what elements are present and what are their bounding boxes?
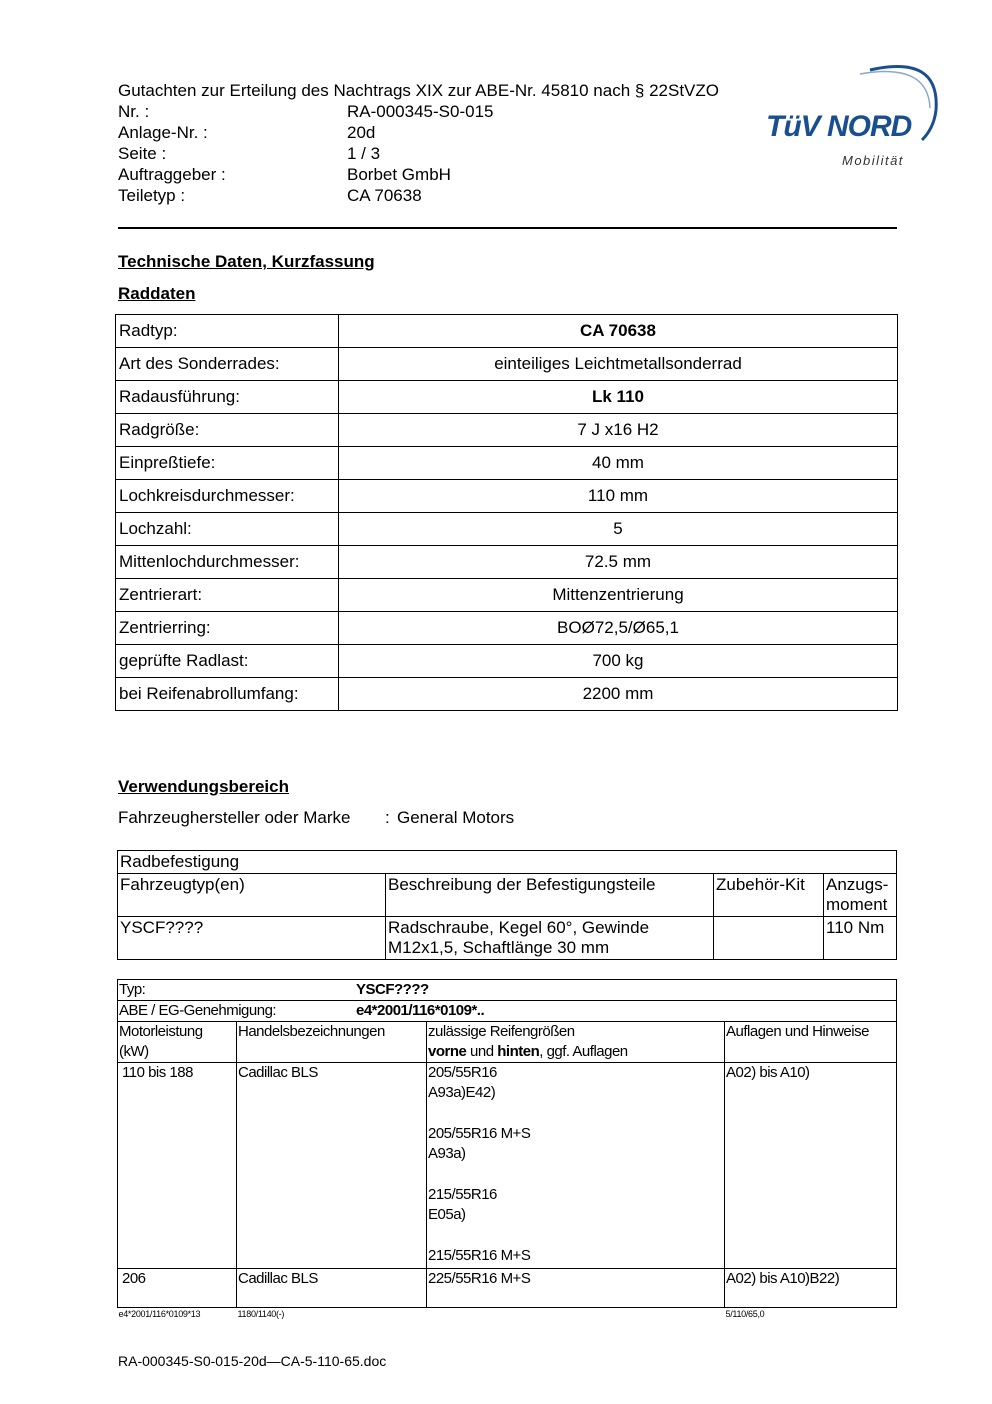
table-row — [116, 447, 898, 480]
header-label: Auftraggeber : — [118, 165, 226, 184]
table-row — [116, 678, 898, 711]
table-row — [116, 579, 898, 612]
table-row — [118, 874, 897, 917]
cell-auflagen: A02) bis A10)B22) — [725, 1269, 897, 1308]
table-row — [116, 612, 898, 645]
section-verwendungsbereich: Verwendungsbereich — [118, 777, 289, 796]
document-header — [118, 80, 719, 206]
cell-line: Radschraube, Kegel 60°, Gewinde — [388, 918, 650, 937]
row-label: Lochzahl: — [116, 513, 339, 546]
row-label: Einpreßtiefe: — [116, 447, 339, 480]
cell-handel: Cadillac BLS — [237, 1269, 427, 1308]
row-value: einteiliges Leichtmetallsonderrad — [339, 348, 898, 381]
row-label: bei Reifenabrollumfang: — [116, 678, 339, 711]
footnote-empty — [427, 1308, 725, 1321]
abe-row — [118, 1001, 897, 1022]
manufacturer-line — [118, 808, 514, 828]
typ-label: Typ: — [119, 981, 146, 998]
row-value: 2200 mm — [339, 678, 898, 711]
header-hinten: hinten — [497, 1043, 540, 1060]
table-row — [116, 315, 898, 348]
table-row — [116, 381, 898, 414]
header-line: zulässige Reifengrößen — [428, 1023, 575, 1040]
header-value: RA-000345-S0-015 — [347, 102, 494, 121]
tyre-line: 205/55R16 — [428, 1064, 497, 1081]
section-technische-daten: Technische Daten, Kurzfassung — [118, 252, 375, 271]
cell-line: M12x1,5, Schaftlänge 30 mm — [388, 938, 610, 957]
cell-kit — [714, 917, 824, 960]
column-header: Beschreibung der Befestigungsteile — [386, 874, 714, 917]
footnote-weight: 1180/1140(-) — [237, 1309, 285, 1319]
row-value: CA 70638 — [339, 315, 898, 348]
cell-leistung: 110 bis 188 — [118, 1063, 237, 1269]
row-label: Lochkreisdurchmesser: — [116, 480, 339, 513]
header-line — [428, 1042, 723, 1062]
section-raddaten: Raddaten — [118, 284, 196, 303]
header-value: Borbet GmbH — [347, 165, 451, 184]
header-row-seite — [118, 143, 719, 164]
tyre-line: A93a) — [428, 1145, 466, 1162]
logo-brand: TüV NORD — [766, 110, 912, 143]
cell-beschreibung — [386, 917, 714, 960]
header-line: moment — [826, 895, 888, 914]
row-value: 110 mm — [339, 480, 898, 513]
table-row — [116, 348, 898, 381]
manufacturer-separator: : — [385, 808, 390, 827]
cell-handel: Cadillac BLS — [237, 1063, 427, 1269]
table-row — [118, 851, 897, 874]
abe-value: e4*2001/116*0109*.. — [356, 1002, 485, 1019]
footnote-approval: e4*2001/116*0109*13 — [118, 1309, 201, 1319]
table-row — [118, 1063, 897, 1269]
header-rest: , ggf. Auflagen — [539, 1043, 628, 1060]
table-row — [118, 1001, 897, 1022]
manufacturer-label: Fahrzeughersteller oder Marke — [118, 808, 351, 827]
logo-subtitle: Mobilität — [842, 153, 904, 168]
footnote-wheel: 5/110/65,0 — [725, 1309, 765, 1319]
header-row-anlage — [118, 122, 719, 143]
manufacturer-value: General Motors — [397, 808, 515, 827]
table-row — [116, 480, 898, 513]
header-vorne: vorne — [428, 1043, 467, 1060]
table-row — [116, 513, 898, 546]
cell-reifen — [427, 1063, 725, 1269]
header-row-nr — [118, 101, 719, 122]
header-divider — [118, 227, 897, 229]
header-row-auftraggeber — [118, 164, 719, 185]
row-label: Radausführung: — [116, 381, 339, 414]
table-row — [116, 414, 898, 447]
cell-auflagen: A02) bis A10) — [725, 1063, 897, 1269]
row-value: 5 — [339, 513, 898, 546]
row-value: Mittenzentrierung — [339, 579, 898, 612]
column-header-leistung — [118, 1022, 237, 1063]
tyre-line — [428, 1164, 723, 1185]
column-header-anzugsmoment — [824, 874, 897, 917]
document-footer: RA-000345-S0-015-20d—CA-5-110-65.doc — [118, 1353, 387, 1369]
row-label: Zentrierring: — [116, 612, 339, 645]
row-label: Art des Sonderrades: — [116, 348, 339, 381]
table-row — [118, 1022, 897, 1063]
header-line: Motorleistung — [119, 1023, 203, 1040]
table-row — [118, 1269, 897, 1308]
table-row — [118, 917, 897, 960]
tyre-line: 215/55R16 M+S — [428, 1247, 531, 1264]
cell-fahrzeugtyp: YSCF???? — [118, 917, 386, 960]
typ-value: YSCF???? — [356, 981, 429, 998]
tyre-line: E05a) — [428, 1206, 466, 1223]
row-value: 700 kg — [339, 645, 898, 678]
column-header: Fahrzeugtyp(en) — [118, 874, 386, 917]
abe-label: ABE / EG-Genehmigung: — [119, 1002, 277, 1019]
header-value: 20d — [347, 123, 376, 142]
row-value: Lk 110 — [339, 381, 898, 414]
tyre-line — [428, 1225, 723, 1246]
row-value: 7 J x16 H2 — [339, 414, 898, 447]
table-row — [116, 645, 898, 678]
header-label: Teiletyp : — [118, 186, 186, 205]
typ-row — [118, 980, 897, 1001]
typ-table — [117, 979, 897, 1320]
row-value: BOØ72,5/Ø65,1 — [339, 612, 898, 645]
column-header-auflagen: Auflagen und Hinweise — [725, 1022, 897, 1063]
radbefestigung-table — [117, 850, 897, 960]
tyre-line: A93a)E42) — [428, 1084, 496, 1101]
header-label: Nr. : — [118, 102, 150, 121]
row-label: Mittenlochdurchmesser: — [116, 546, 339, 579]
header-row-teiletyp — [118, 185, 719, 206]
row-label: Radgröße: — [116, 414, 339, 447]
table-row — [116, 546, 898, 579]
header-title: Gutachten zur Erteilung des Nachtrags XIX zur ABE-Nr. 45810 nach § 22StVZO — [118, 81, 719, 100]
row-label: geprüfte Radlast: — [116, 645, 339, 678]
header-label: Seite : — [118, 144, 167, 163]
tuv-nord-logo — [760, 58, 940, 173]
header-label: Anlage-Nr. : — [118, 123, 208, 142]
tyre-line: 225/55R16 M+S — [428, 1270, 531, 1287]
footnote-row — [118, 1308, 897, 1321]
header-value: CA 70638 — [347, 186, 422, 205]
cell-moment: 110 Nm — [824, 917, 897, 960]
befestigung-title: Radbefestigung — [118, 851, 897, 874]
tyre-line — [428, 1103, 723, 1124]
header-line: Anzugs- — [826, 875, 889, 894]
raddaten-table — [115, 314, 898, 711]
tyre-line: 205/55R16 M+S — [428, 1125, 531, 1142]
column-header: Zubehör-Kit — [714, 874, 824, 917]
row-value: 72.5 mm — [339, 546, 898, 579]
cell-reifen — [427, 1269, 725, 1308]
column-header-reifen — [427, 1022, 725, 1063]
header-und: und — [466, 1043, 498, 1060]
cell-leistung: 206 — [118, 1269, 237, 1308]
column-header-handel: Handelsbezeichnungen — [237, 1022, 427, 1063]
header-value: 1 / 3 — [347, 144, 381, 163]
header-line: (kW) — [119, 1043, 149, 1060]
row-label: Radtyp: — [116, 315, 339, 348]
table-row — [118, 980, 897, 1001]
row-value: 40 mm — [339, 447, 898, 480]
row-label: Zentrierart: — [116, 579, 339, 612]
tyre-line: 215/55R16 — [428, 1186, 497, 1203]
